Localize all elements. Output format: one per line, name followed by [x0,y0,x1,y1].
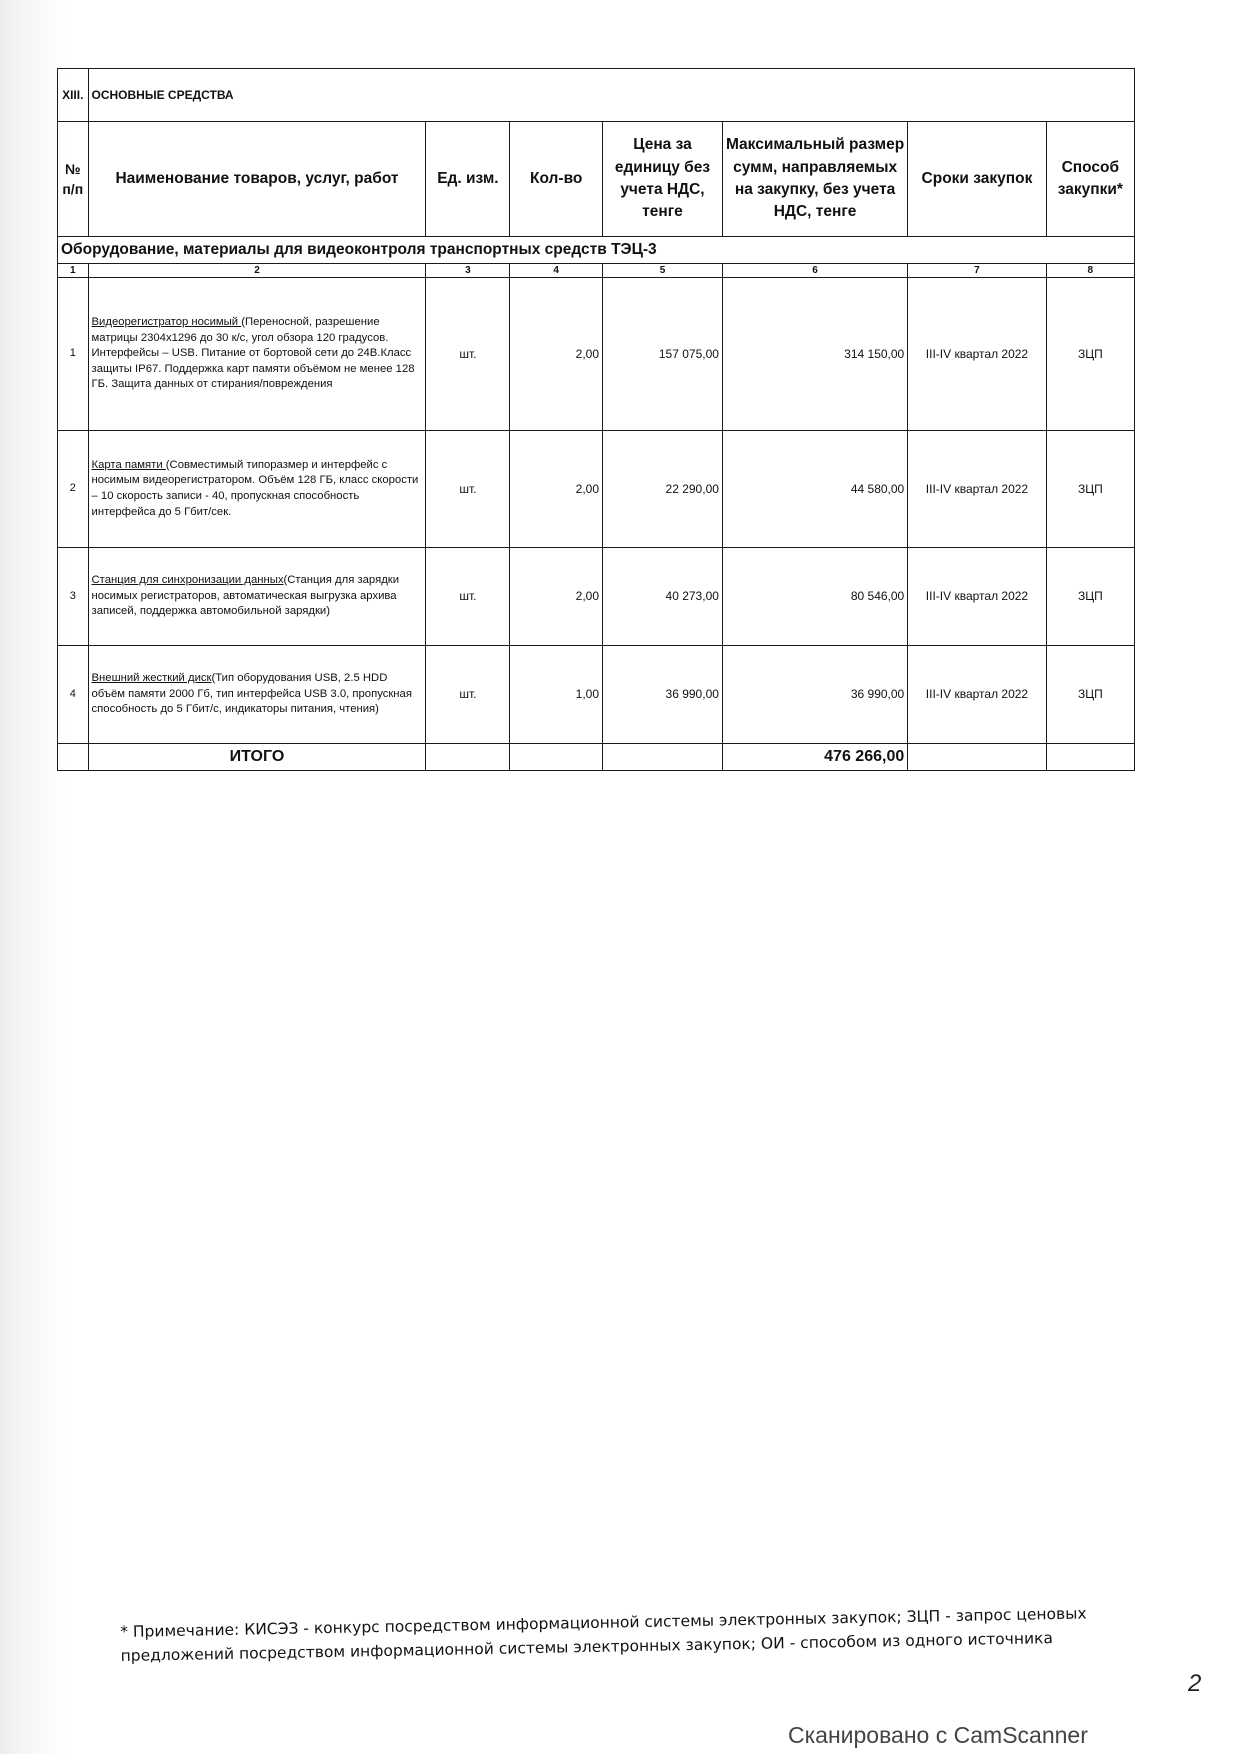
table-row [58,278,1135,431]
item-number: 3 [58,548,89,646]
item-qty: 1,00 [510,646,603,744]
total-row [58,744,1135,771]
section-number: XIII. [58,69,89,122]
total-empty-cell [1046,744,1134,771]
total-empty-cell [510,744,603,771]
item-price: 157 075,00 [603,278,723,431]
header-terms: Сроки закупок [908,122,1046,237]
item-term: III-IV квартал 2022 [908,431,1046,548]
total-empty-cell [426,744,510,771]
section-title: ОСНОВНЫЕ СРЕДСТВА [88,69,1134,122]
item-method: ЗЦП [1046,431,1134,548]
item-method: ЗЦП [1046,278,1134,431]
column-index: 6 [722,264,907,278]
table-row [58,431,1135,548]
group-row [58,237,1135,264]
column-index: 4 [510,264,603,278]
total-empty-cell [603,744,723,771]
item-amount: 36 990,00 [722,646,907,744]
item-number: 2 [58,431,89,548]
item-term: III-IV квартал 2022 [908,548,1046,646]
item-amount: 44 580,00 [722,431,907,548]
item-name-cell [88,548,426,646]
column-index: 5 [603,264,723,278]
table-header-row [58,122,1135,237]
total-amount: 476 266,00 [722,744,907,771]
total-empty-cell [58,744,89,771]
item-price: 36 990,00 [603,646,723,744]
column-index: 7 [908,264,1046,278]
item-unit: шт. [426,548,510,646]
table-row [58,646,1135,744]
total-label: ИТОГО [88,744,426,771]
header-qty: Кол-во [510,122,603,237]
fixed-assets-table [57,68,1135,771]
item-qty: 2,00 [510,278,603,431]
column-index-row [58,264,1135,278]
scanner-watermark: Сканировано с CamScanner [788,1722,1088,1748]
item-unit: шт. [426,431,510,548]
header-name: Наименование товаров, услуг, работ [88,122,426,237]
item-qty: 2,00 [510,431,603,548]
item-name: Внешний жесткий диск [91,672,212,685]
item-price: 22 290,00 [603,431,723,548]
item-description: (Переносной, разрешение матрицы 2304x1296 до 30 к/с, угол обзора 120 градусов. Интерфейсы – USB. Питание от бортовой сети до 24В.Класс защиты IP67. Поддержка карт памяти объёмом не менее 128 ГБ. Защита данных от стирания/повреждения [91,316,415,391]
column-index: 8 [1046,264,1134,278]
header-num: № п/п [58,122,89,237]
header-max-amount: Максимальный размер сумм, направляемых на закупку, без учета НДС, тенге [722,122,907,237]
item-method: ЗЦП [1046,548,1134,646]
item-unit: шт. [426,278,510,431]
item-name-cell [88,646,426,744]
page-number: 2 [1188,1670,1202,1697]
item-name: Станция для синхронизации данных [91,574,284,587]
item-term: III-IV квартал 2022 [908,646,1046,744]
item-name-cell [88,431,426,548]
column-index: 1 [58,264,89,278]
item-term: III-IV квартал 2022 [908,278,1046,431]
column-index: 2 [88,264,426,278]
item-name: Видеорегистратор носимый [91,316,242,329]
item-unit: шт. [426,646,510,744]
group-title: Оборудование, материалы для видеоконтроля транспортных средств ТЭЦ-3 [58,237,1135,264]
item-method: ЗЦП [1046,646,1134,744]
item-amount: 314 150,00 [722,278,907,431]
column-index: 3 [426,264,510,278]
section-row [58,69,1135,122]
item-description: (Станция для зарядки носимых регистраторов, автоматическая выгрузка архива записей, поддержка автомобильной зарядки) [91,574,400,618]
footnote: * Примечание: КИСЭЗ - конкурс посредством информационной системы электронных закупок; ЗЦП - запрос ценовых предложений посредством информационной системы электронных закупок; ОИ - способом из одного источника [120,1604,1087,1666]
item-qty: 2,00 [510,548,603,646]
item-description: (Тип оборудования USB, 2.5 HDD объём памяти 2000 Гб, тип интерфейса USB 3.0, пропускная способность до 5 Гбит/с, индикаторы питания, чтения) [91,672,412,716]
item-name: Карта памяти [91,458,166,471]
header-unit: Ед. изм. [426,122,510,237]
table-row [58,548,1135,646]
item-amount: 80 546,00 [722,548,907,646]
header-price: Цена за единицу без учета НДС, тенге [603,122,723,237]
item-number: 1 [58,278,89,431]
item-price: 40 273,00 [603,548,723,646]
item-name-cell [88,278,426,431]
item-number: 4 [58,646,89,744]
header-method: Способ закупки* [1046,122,1134,237]
item-description: (Совместимый типоразмер и интерфейс с носимым видеорегистратором. Объём 128 ГБ, класс скорости – 10 скорость записи - 40, пропускная способность интерфейса до 5 Гбит/сек. [91,458,419,518]
total-empty-cell [908,744,1046,771]
